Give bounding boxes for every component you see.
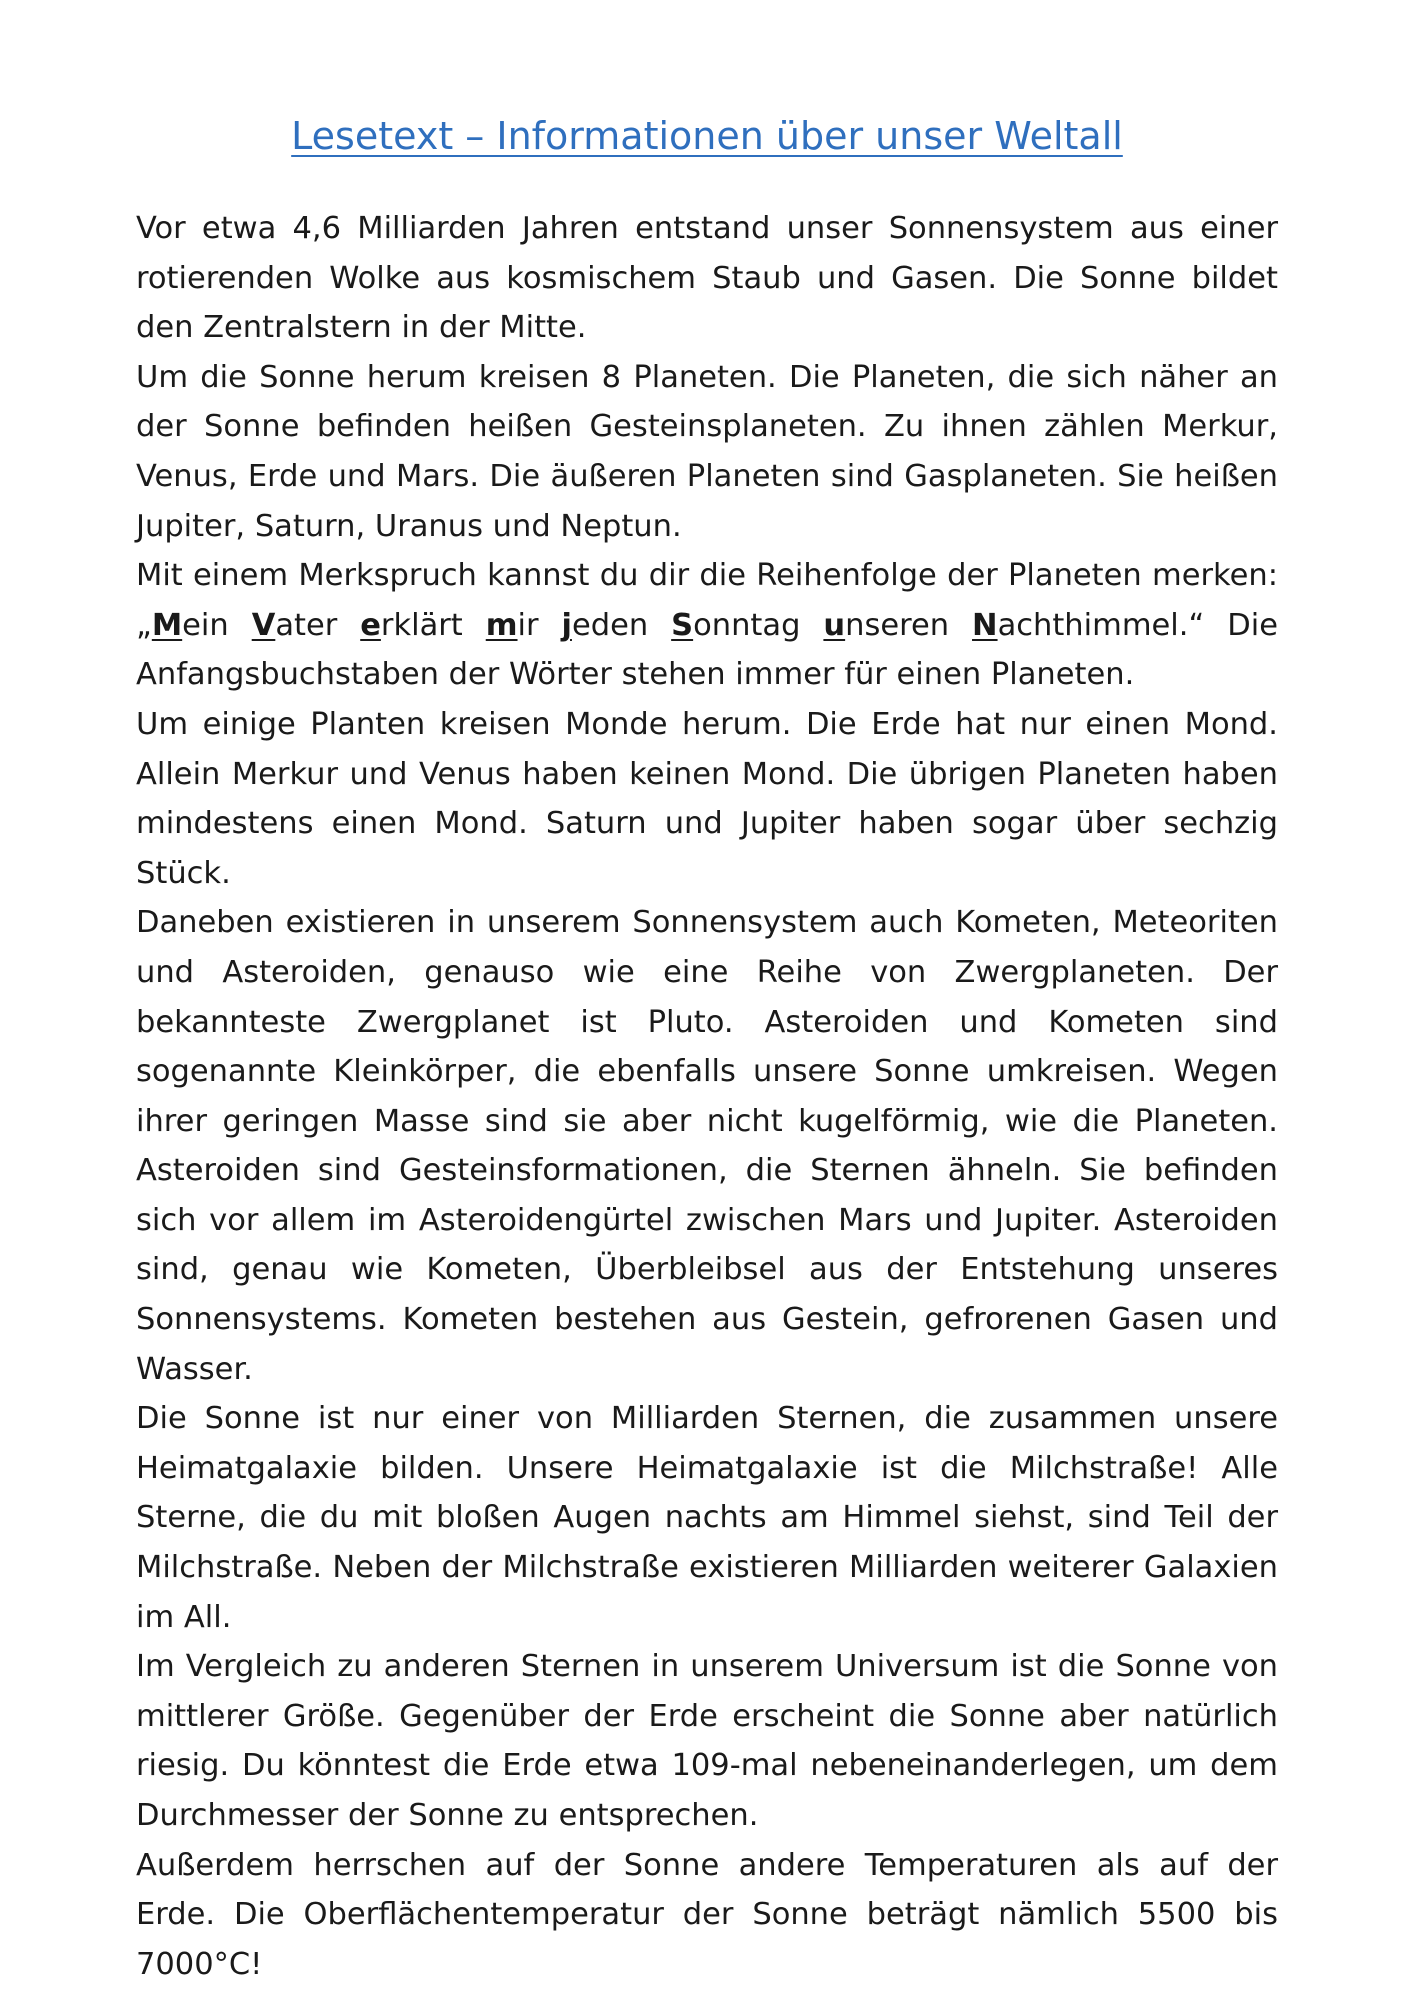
mnemonic-initial: e <box>360 607 381 643</box>
mnemonic-rest: ater <box>275 607 338 643</box>
paragraph-small-bodies: Daneben existieren in unserem Sonnensystem auch Kometen, Meteoriten und Asteroiden, genauso wie eine Reihe von Zwergplaneten. Der bekannteste Zwergplanet ist Pluto. Asteroiden und Kometen sind sogenannte Kleinkörper, die ebenfalls unsere Sonne umkreisen. Wegen ihrer geringen Masse sind sie aber nicht kugelförmig, wie die Planeten. Asteroiden sind Gesteinsformationen, die Sternen ähneln. Sie befinden sich vor allem im Asteroidengürtel zwischen Mars und Jupiter. Asteroiden sind, genau wie Kometen, Überbleibsel aus der Entstehung unseres Sonnensystems. Kometen bestehen aus Gestein, gefrorenen Gasen und Wasser. <box>136 905 1278 1387</box>
paragraph-moons: Um einige Planten kreisen Monde herum. Die Erde hat nur einen Mond. Allein Merkur und Venus haben keinen Mond. Die übrigen Planeten haben mindestens einen Mond. Saturn und Jupiter haben sogar über sechzig Stück. <box>136 706 1278 891</box>
mnemonic-intro: Mit einem Merkspruch kannst du dir die Reihenfolge der Planeten merken: „ <box>136 558 1278 643</box>
mnemonic-word <box>152 608 229 643</box>
mnemonic-rest: ir <box>517 607 539 643</box>
mnemonic-word <box>823 608 949 643</box>
mnemonic-initial: M <box>151 607 183 643</box>
mnemonic-initial: S <box>671 607 694 643</box>
mnemonic-initial: u <box>823 607 846 643</box>
mnemonic-rest: eden <box>571 607 649 643</box>
paragraph-mnemonic <box>136 551 1278 700</box>
mnemonic-word <box>360 608 463 643</box>
mnemonic-rest: onntag <box>693 607 801 643</box>
mnemonic-word <box>671 608 800 643</box>
paragraph-sun-size: Im Vergleich zu anderen Sternen in unserem Universum ist die Sonne von mittlerer Größe. Gegenüber der Erde erscheint die Sonne aber natürlich riesig. Du könntest die Erde etwa 109-mal nebeneinanderlegen, um dem Durchmesser der Sonne zu entsprechen. <box>136 1649 1278 1833</box>
mnemonic-word <box>972 608 1188 643</box>
mnemonic-word <box>486 608 539 643</box>
paragraph-solar-system-origin: Vor etwa 4,6 Milliarden Jahren entstand unser Sonnensystem aus einer rotierenden Wolke aus kosmischem Staub und Gasen. Die Sonne bildet den Zentralstern in der Mitte. <box>136 211 1278 346</box>
mnemonic-initial: V <box>251 607 276 643</box>
mnemonic-rest: achthimmel. <box>997 607 1189 643</box>
mnemonic-word <box>252 608 338 643</box>
paragraph-planets: Um die Sonne herum kreisen 8 Planeten. Die Planeten, die sich näher an der Sonne befinden heißen Gesteinsplaneten. Zu ihnen zählen Merkur, Venus, Erde und Mars. Die äußeren Planeten sind Gasplaneten. Sie heißen Jupiter, Saturn, Uranus und Neptun. <box>136 359 1278 544</box>
mnemonic-initial: m <box>485 607 518 643</box>
page-title: Lesetext – Informationen über unser Weltall <box>291 114 1123 158</box>
paragraph-milky-way: Die Sonne ist nur einer von Milliarden Sternen, die zusammen unsere Heimatgalaxie bilden. Unsere Heimatgalaxie ist die Milchstraße! Alle Sterne, die du mit bloßen Augen nachts am Himmel siehst, sind Teil der Milchstraße. Neben der Milchstraße existieren Milliarden weiterer Galaxien im All. <box>136 1401 1278 1635</box>
mnemonic-outro: “ Die Anfangsbuchstaben der Wörter stehen immer für einen Planeten. <box>136 607 1278 693</box>
mnemonic-word <box>561 608 648 643</box>
mnemonic-rest: ein <box>182 607 229 643</box>
reading-text <box>136 204 1278 1989</box>
paragraph-sun-temperature: Außerdem herrschen auf der Sonne andere Temperaturen als auf der Erde. Die Oberflächentemperatur der Sonne beträgt nämlich 5500 bis 7000°C! <box>136 1847 1278 1982</box>
mnemonic-initial: j <box>561 607 572 643</box>
mnemonic-initial: N <box>972 607 998 643</box>
mnemonic-rest: rklärt <box>380 607 463 643</box>
mnemonic-rest: nseren <box>845 607 950 643</box>
